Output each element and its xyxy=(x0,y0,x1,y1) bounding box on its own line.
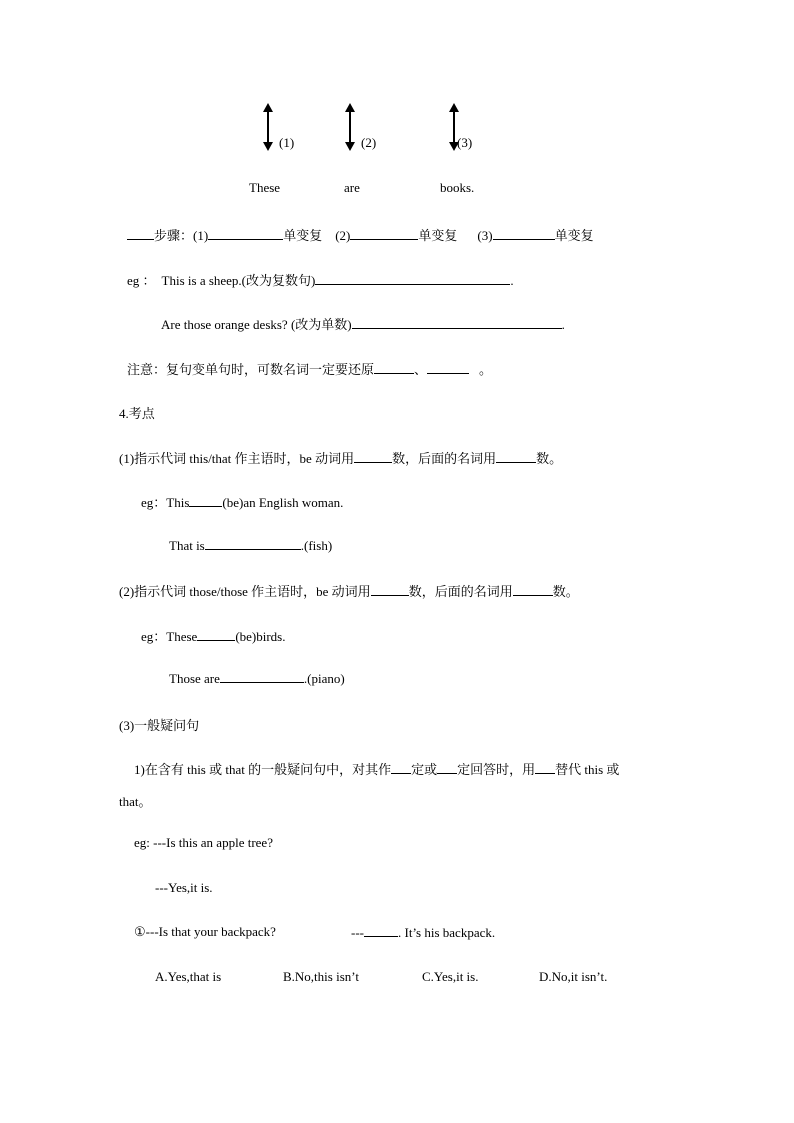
marker-3: (3) xyxy=(457,135,473,150)
example-prefix: eg：These xyxy=(141,629,198,644)
period: . xyxy=(561,317,565,332)
answer-blank[interactable] xyxy=(427,361,469,374)
example-prefix: eg ： xyxy=(127,273,156,288)
answer-blank[interactable] xyxy=(127,227,154,240)
word-are: are xyxy=(344,180,360,195)
period: . xyxy=(510,273,514,288)
step-1-suffix: 单变复 xyxy=(283,228,323,243)
word-books: books. xyxy=(440,180,475,195)
answer-blank[interactable] xyxy=(350,227,418,240)
point-1-example-2 xyxy=(169,537,332,554)
answer-blank[interactable] xyxy=(315,272,510,285)
period: 。 xyxy=(479,362,493,377)
reply-prefix: --- xyxy=(351,925,364,940)
answer-blank[interactable] xyxy=(354,450,392,463)
rule-text: (1)指示代词 this/that 作主语时，be 动词用 xyxy=(119,451,355,466)
answer-blank[interactable] xyxy=(391,761,411,774)
note-line xyxy=(127,359,492,378)
answer-blank[interactable] xyxy=(352,316,562,329)
steps-label: 步骤： xyxy=(154,228,194,243)
question-1: ①---Is that your backpack? xyxy=(134,924,276,939)
option-b[interactable]: B.No,this isn’t xyxy=(283,969,359,984)
step-2-label: (2) xyxy=(335,228,351,243)
answer-blank[interactable] xyxy=(374,361,414,374)
example-line-2 xyxy=(161,314,565,333)
question-1-reply xyxy=(351,924,495,941)
option-c[interactable]: C.Yes,it is. xyxy=(422,969,479,984)
answer-blank[interactable] xyxy=(205,537,301,550)
word-these: These xyxy=(249,180,281,195)
point-1-example-1 xyxy=(141,492,343,511)
note-text: 注意：复句变单句时，可数名词一定要还原 xyxy=(127,362,375,377)
example-sentence: .(piano) xyxy=(303,671,345,686)
rule-text: 替代 this 或 xyxy=(555,762,620,777)
rule-text: 数。 xyxy=(552,584,579,599)
marker-1: (1) xyxy=(279,135,295,150)
point-2-example-2 xyxy=(169,670,345,687)
reply-text: . It’s his backpack. xyxy=(398,925,496,940)
point-1-rule xyxy=(119,448,562,467)
rule-text: 数，后面的名词用 xyxy=(408,584,513,599)
point-3-rule xyxy=(134,759,619,778)
point-3-example-q: eg: ---Is this an apple tree? xyxy=(134,835,273,850)
step-2-suffix: 单变复 xyxy=(418,228,458,243)
example-sentence: .(fish) xyxy=(300,538,333,553)
rule-text: 数，后面的名词用 xyxy=(392,451,497,466)
example-line-1 xyxy=(127,270,514,289)
step-3-label: (3) xyxy=(477,228,493,243)
example-prefix: Those are xyxy=(169,671,220,686)
option-a[interactable]: A.Yes,that is xyxy=(155,969,222,984)
answer-blank[interactable] xyxy=(513,583,553,596)
steps-line xyxy=(127,225,594,244)
answer-blank[interactable] xyxy=(437,761,457,774)
rule-text: 1)在含有 this 或 that 的一般疑问句中，对其作 xyxy=(134,762,392,777)
example-sentence: Are those orange desks? (改为单数) xyxy=(161,317,352,332)
answer-blank[interactable] xyxy=(493,227,555,240)
point-2-example-1 xyxy=(141,626,286,645)
answer-blank[interactable] xyxy=(197,628,235,641)
point-3-example-a: ---Yes,it is. xyxy=(155,880,213,895)
rule-text: 定或 xyxy=(411,762,438,777)
answer-blank[interactable] xyxy=(496,450,536,463)
point-2-rule xyxy=(119,581,579,600)
example-sentence: (be)an English woman. xyxy=(222,495,344,510)
double-arrow-icon xyxy=(262,103,274,151)
separator: 、 xyxy=(414,362,428,377)
answer-blank[interactable] xyxy=(364,924,398,937)
answer-blank[interactable] xyxy=(189,494,222,507)
double-arrow-icon xyxy=(344,103,356,151)
example-prefix: That is xyxy=(169,538,205,553)
step-3-suffix: 单变复 xyxy=(554,228,594,243)
rule-text: (2)指示代词 those/those 作主语时，be 动词用 xyxy=(119,584,371,599)
rule-text: 定回答时，用 xyxy=(457,762,536,777)
section-title: 4.考点 xyxy=(119,406,155,421)
example-sentence: This is a sheep.(改为复数句) xyxy=(161,273,316,288)
point-3-title: (3)一般疑问句 xyxy=(119,718,200,733)
answer-blank[interactable] xyxy=(208,227,283,240)
point-3-rule-cont: that。 xyxy=(119,794,152,809)
answer-blank[interactable] xyxy=(371,583,409,596)
option-d[interactable]: D.No,it isn’t. xyxy=(539,969,608,984)
answer-blank[interactable] xyxy=(220,670,304,683)
example-sentence: (be)birds. xyxy=(235,629,286,644)
marker-2: (2) xyxy=(361,135,377,150)
example-prefix: eg：This xyxy=(141,495,190,510)
step-1-label: (1) xyxy=(193,228,209,243)
rule-text: 数。 xyxy=(536,451,563,466)
answer-blank[interactable] xyxy=(535,761,555,774)
